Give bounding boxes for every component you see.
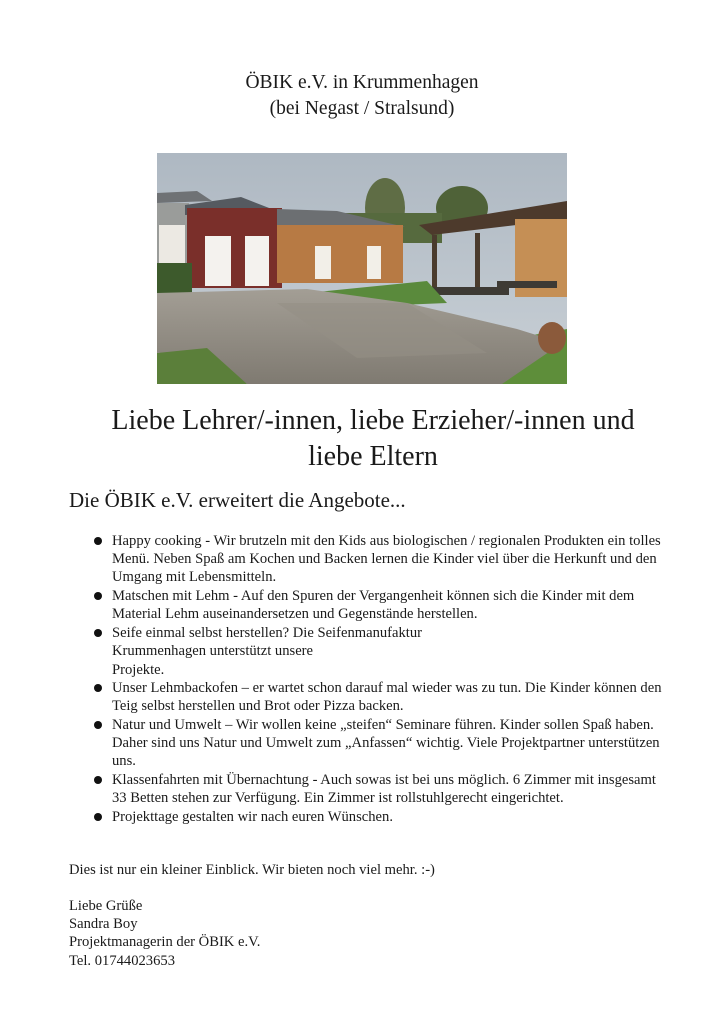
signature-block	[69, 897, 260, 970]
list-item: Happy cooking - Wir brutzeln mit den Kids aus biologischen / regionalen Produkten ein tolles Menü. Neben Spaß am Kochen und Backen lernen die Kinder viel über die Herkunft und den Umgang mit Lebensmitteln.	[88, 532, 668, 587]
list-item: Natur und Umwelt – Wir wollen keine „steifen“ Seminare führen. Kinder sollen Spaß haben. Daher sind uns Natur und Umwelt zum „Anfassen“ wichtig. Viele Projektpartner unterstützen uns.	[88, 716, 668, 771]
list-item: Klassenfahrten mit Übernachtung - Auch sowas ist bei uns möglich. 6 Zimmer mit insgesamt 33 Betten stehen zur Verfügung. Ein Zimmer ist rollstuhlgerecht eingerichtet.	[88, 771, 668, 807]
list-item: Matschen mit Lehm - Auf den Spuren der Vergangenheit können sich die Kinder mit dem Material Lehm auseinandersetzen und Gegenstände herstellen.	[88, 587, 668, 623]
header-location: (bei Negast / Stralsund)	[269, 98, 455, 119]
signature-role: Projektmanagerin der ÖBIK e.V.	[69, 934, 261, 951]
subheading: Die ÖBIK e.V. erweitert die Angebote...	[69, 488, 406, 512]
building-photo	[157, 153, 567, 384]
headline	[60, 403, 686, 475]
list-item: Projekttage gestalten wir nach euren Wünschen.	[88, 808, 668, 826]
signature-greeting: Liebe Grüße	[69, 898, 143, 914]
offers-list	[88, 532, 668, 826]
signature-phone: Tel. 01744023653	[69, 952, 175, 969]
intro-text: Dies ist nur ein kleiner Einblick. Wir bieten noch viel mehr. :-)	[69, 862, 435, 878]
document-header	[0, 70, 724, 122]
list-item-continuation: Projekte.	[112, 661, 165, 678]
list-item: Unser Lehmbackofen – er wartet schon darauf mal wieder was zu tun. Die Kinder können den Teig selbst herstellen und Brot oder Pizza backen.	[88, 679, 668, 715]
headline-line-1: Liebe Lehrer/-innen, liebe Erzieher/-innen und	[111, 405, 635, 436]
header-title: ÖBIK e.V. in Krummenhagen	[245, 72, 479, 93]
signature-name: Sandra Boy	[69, 916, 138, 933]
list-item: Seife einmal selbst herstellen? Die Seifenmanufaktur Krummenhagen unterstützt unsere	[88, 624, 668, 660]
headline-line-2: liebe Eltern	[308, 441, 438, 472]
